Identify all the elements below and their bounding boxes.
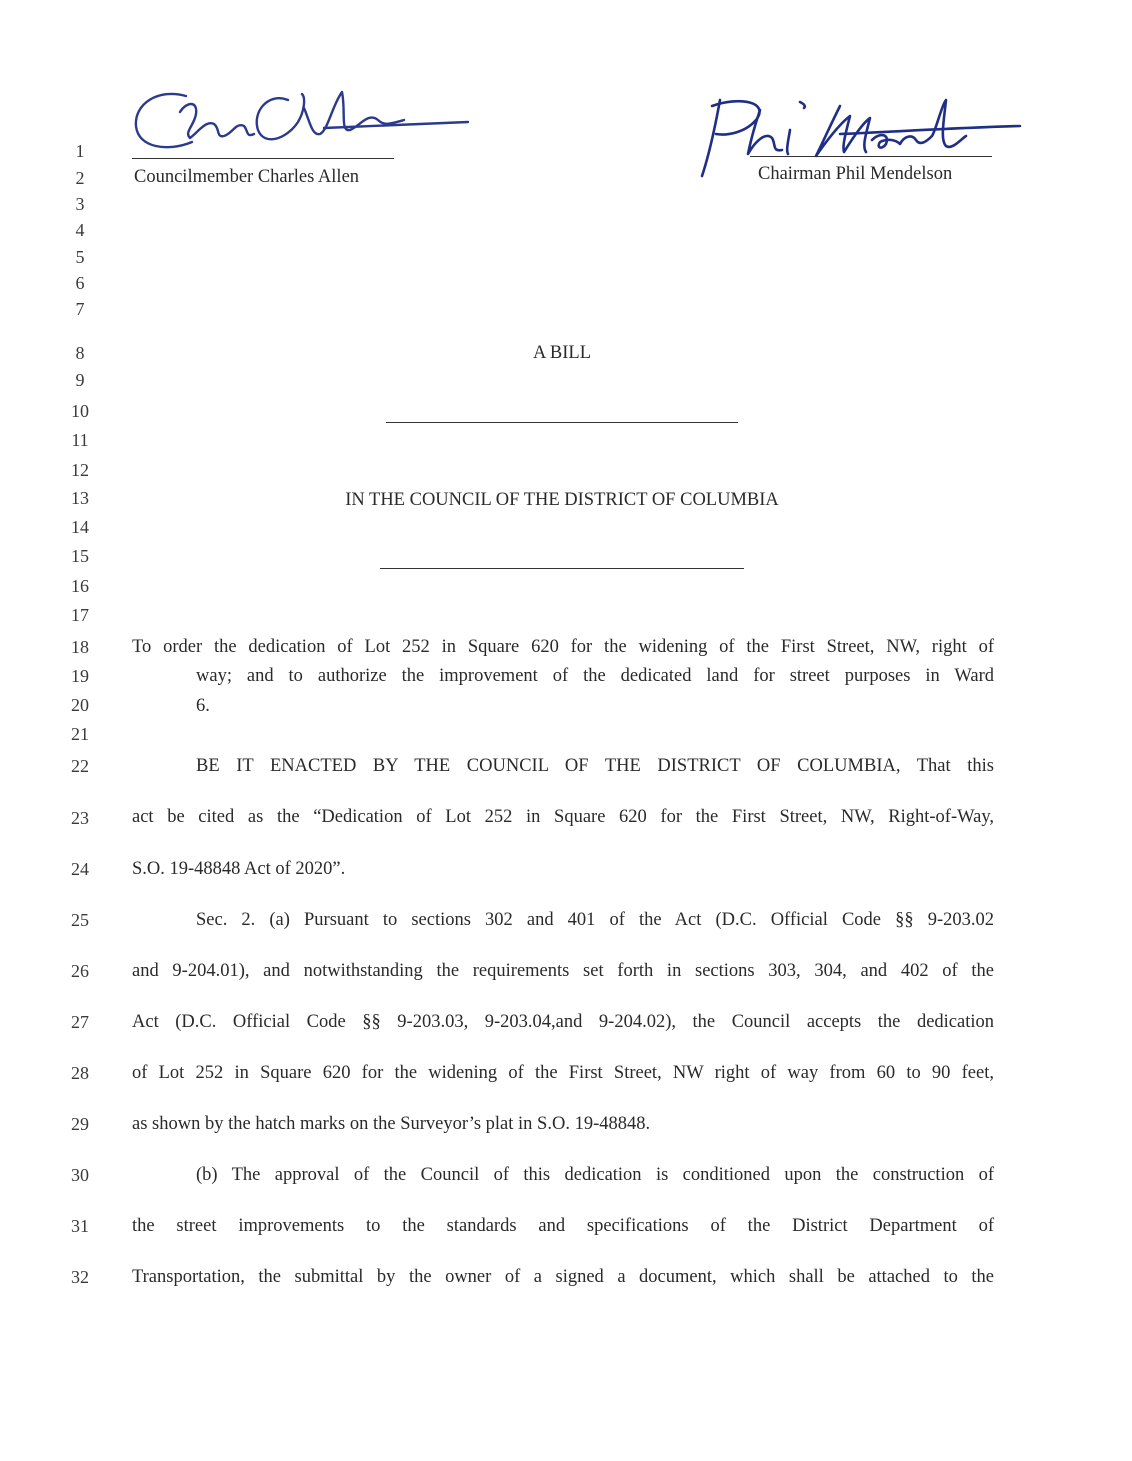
line-number: 27 xyxy=(71,1012,89,1032)
line-number: 16 xyxy=(71,576,89,596)
line-number: 26 xyxy=(71,961,89,981)
heading-rule-2 xyxy=(380,568,744,569)
signature-caption-allen: Councilmember Charles Allen xyxy=(134,167,360,187)
line-number: 13 xyxy=(71,488,89,508)
body-line-28: of Lot 252 in Square 620 for the widening of the First Street, NW right of way from 60 to 90 feet, xyxy=(132,1063,994,1083)
line-number: 2 xyxy=(75,168,85,188)
title-line-1: To order the dedication of Lot 252 in Square 620 for the widening of the First Street, NW, right of xyxy=(132,637,994,657)
line-number: 19 xyxy=(71,666,89,686)
body-line-26: and 9-204.01), and notwithstanding the requirements set forth in sections 303, 304, and 402 of the xyxy=(132,961,994,981)
line-number: 14 xyxy=(71,517,89,537)
line-number: 12 xyxy=(71,460,89,480)
line-number: 5 xyxy=(75,247,85,267)
body-line-30: (b) The approval of the Council of this dedication is conditioned upon the construction of xyxy=(196,1165,994,1185)
signature-line-left xyxy=(132,158,394,159)
line-number: 7 xyxy=(75,299,85,319)
title-line-3: 6. xyxy=(196,696,210,716)
bill-heading: A BILL xyxy=(532,343,592,363)
line-number: 3 xyxy=(75,194,85,214)
title-line-2: way; and to authorize the improvement of the dedicated land for street purposes in Ward xyxy=(196,666,994,686)
line-number: 11 xyxy=(71,430,89,450)
line-number: 1 xyxy=(75,141,85,161)
signature-charles-allen xyxy=(128,82,478,160)
line-number: 23 xyxy=(71,808,89,828)
line-number: 22 xyxy=(71,756,89,776)
council-heading: IN THE COUNCIL OF THE DISTRICT OF COLUMBIA xyxy=(345,490,779,510)
line-number: 10 xyxy=(71,401,89,421)
signature-line-right xyxy=(750,156,992,157)
line-number: 8 xyxy=(75,343,85,363)
body-line-32: Transportation, the submittal by the owner of a signed a document, which shall be attached to the xyxy=(132,1267,994,1287)
line-number: 21 xyxy=(71,724,89,744)
line-number: 32 xyxy=(71,1267,89,1287)
heading-rule-1 xyxy=(386,422,738,423)
line-number: 30 xyxy=(71,1165,89,1185)
body-line-22: BE IT ENACTED BY THE COUNCIL OF THE DISTRICT OF COLUMBIA, That this xyxy=(196,756,994,776)
line-number: 25 xyxy=(71,910,89,930)
body-line-29: as shown by the hatch marks on the Surveyor’s plat in S.O. 19-48848. xyxy=(132,1114,651,1134)
body-line-27: Act (D.C. Official Code §§ 9-203.03, 9-203.04,and 9-204.02), the Council accepts the dedication xyxy=(132,1012,994,1032)
line-number: 29 xyxy=(71,1114,89,1134)
signature-caption-mendelson: Chairman Phil Mendelson xyxy=(758,164,953,184)
body-line-25: Sec. 2. (a) Pursuant to sections 302 and 401 of the Act (D.C. Official Code §§ 9-203.02 xyxy=(196,910,994,930)
line-number: 18 xyxy=(71,637,89,657)
line-number: 15 xyxy=(71,546,89,566)
line-number: 6 xyxy=(75,273,85,293)
body-line-23: act be cited as the “Dedication of Lot 252 in Square 620 for the First Street, NW, Right-of-Way, xyxy=(132,807,994,827)
line-number: 31 xyxy=(71,1216,89,1236)
body-line-24: S.O. 19-48848 Act of 2020”. xyxy=(132,859,346,879)
line-number: 17 xyxy=(71,605,89,625)
line-number: 4 xyxy=(75,220,85,240)
body-line-31: the street improvements to the standards and specifications of the District Department of xyxy=(132,1216,994,1236)
line-number: 20 xyxy=(71,695,89,715)
line-number: 24 xyxy=(71,859,89,879)
line-number: 28 xyxy=(71,1063,89,1083)
line-number: 9 xyxy=(75,370,85,390)
